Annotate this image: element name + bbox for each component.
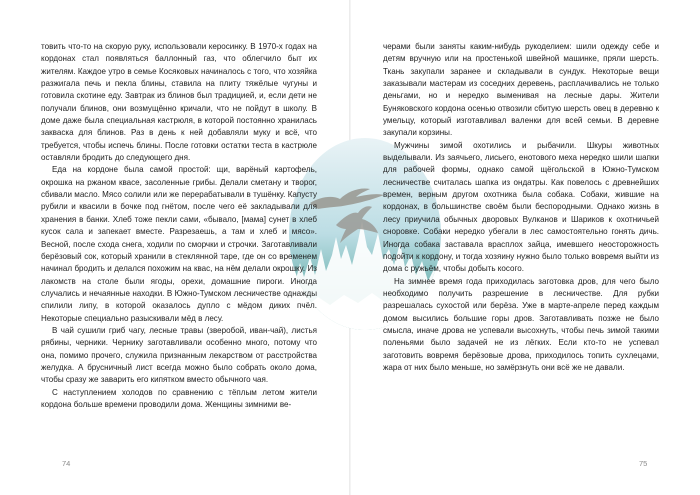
left-paragraph-1: товить что-то на скорую руку, использовали керосинку. В 1970-х годах на кордонах стал появляться баллонный газ, что облегчило быт их жителям. Каждое утро в семье Косяковых начиналось с того, что хозяйка разжигала печь и пекла блины, ставила на плиту тяжёлые чугуны и готовила скотине еду. Завтрак из блинов был традицией, и, если дети не получали блинов, они возмущённо кричали, что не пойдут в школу. В доме даже была специальная кастрюля, в которой постоянно хранилась закваска для блинов. Раз в день к ней добавляли муку и всё, что требуется, чтобы испечь блины. После готовки остатки теста в кастрюле оставляли бродить до следующего дня. — [41, 42, 317, 163]
left-page-number: 74 — [62, 459, 71, 468]
right-text-column — [383, 41, 659, 374]
right-paragraph-2: Мужчины зимой охотились и рыбачили. Шкуры животных выделывали. Из заячьего, лисьего, енотового меха нередко шили шапки для рабочей формы, однако самой щёгольской в Южно-Тумском лесничестве считалась шапка из ондатры. Как повелось с древнейших времен, верным другом охотника была собака. Собаки, жившие на кордонах, в большинстве своём были беспородными. Однако жизнь в лесу приучила обычных дворовых Вулканов и Шариков к охотничьей сноровке. Собаки нередко убегали в лес самостоятельно гонять дичь. Иногда собака заставала врасплох зайца, имевшего неосторожность подойти к кордону, и тогда хозяину нужно было только вовремя выйти из дома с ружьём, чтобы добыть косого. — [383, 140, 659, 274]
right-paragraph-1: черами были заняты каким-нибудь рукоделием: шили одежду себе и детям вручную или на простенькой швейной машинке, пряли шерсть. Ткань закупали заранее и складывали в сундук. Некоторые вещи заказывали мастерам из соседних деревень, расплачивались не только деньгами, но и нередко выменивая на лесные дары. Жители Буняковского кордона осенью отвозили сбитую шерсть овец в деревню к умельцу, который изготавливал валенки для всей семьи. В деревне закупали корзины. — [383, 42, 659, 138]
left-paragraph-4: С наступлением холодов по сравнению с тёплым летом жители кордона больше времени проводили дома. Женщины зимними ве- — [41, 387, 317, 409]
right-page-number: 75 — [639, 459, 648, 468]
left-text-column — [41, 41, 317, 411]
right-paragraph-3: На зимнее время года приходилась заготовка дров, для чего было необходимо получить разрешение в лесничестве. Для рубки разрешалась сухостой или берёза. Уже в марте-апреле перед каждым домом высились большие горы дров. Заготавливать позже не было смысла, иначе дрова не успевали высохнуть, чтобы печь зимой такими поленьями было задачей не из лёгких. Если кто-то не успевал заготовить вовремя берёзовые дрова, приходилось топить сухлецами, жара от них было меньше, но замёрзнуть они всё же не давали. — [383, 276, 659, 372]
left-paragraph-2: Еда на кордоне была самой простой: щи, варёный картофель, окрошка на ржаном квасе, засоленные грибы. Делали сметану и творог, сбивали масло. Мясо солили или же перерабатывали в тушёнку. Капусту рубили и квасили в бочке под гнётом, после чего её закладывали для хранения в банки. Хлеб тоже пекли сами, «бывало, [мама] сунет в хлеб кусок сала и запекает вместе. Разрезаешь, а там и хлеб и мясо». Весной, после схода снега, ходили по сморчки и строчки. Заготавливали берёзовый сок, который хранили в стеклянной таре, где он со временем начинал бродить и делался похожим на квас, на нём делали окрошку. Из лакомств на столе были ягоды, орехи, домашние пироги. Иногда случались и нечаянные находки. В Южно-Тумском лесничестве однажды спилили липу, в которой оказалось дупло с мёдом диких пчёл. Некоторые специально разыскивали мёд в лесу. — [41, 165, 317, 323]
right-page — [350, 0, 700, 495]
left-paragraph-3: В чай сушили гриб чагу, лесные травы (зверобой, иван-чай), листья рябины, черники. Чернику заготавливали особенно много, потому что она, помимо прочего, служила признанным лекарством от расстройства желудка. А брусничный лист всегда можно было собрать около дома, чтобы сразу же заварить его кипятком вместо обычного чая. — [41, 325, 317, 385]
